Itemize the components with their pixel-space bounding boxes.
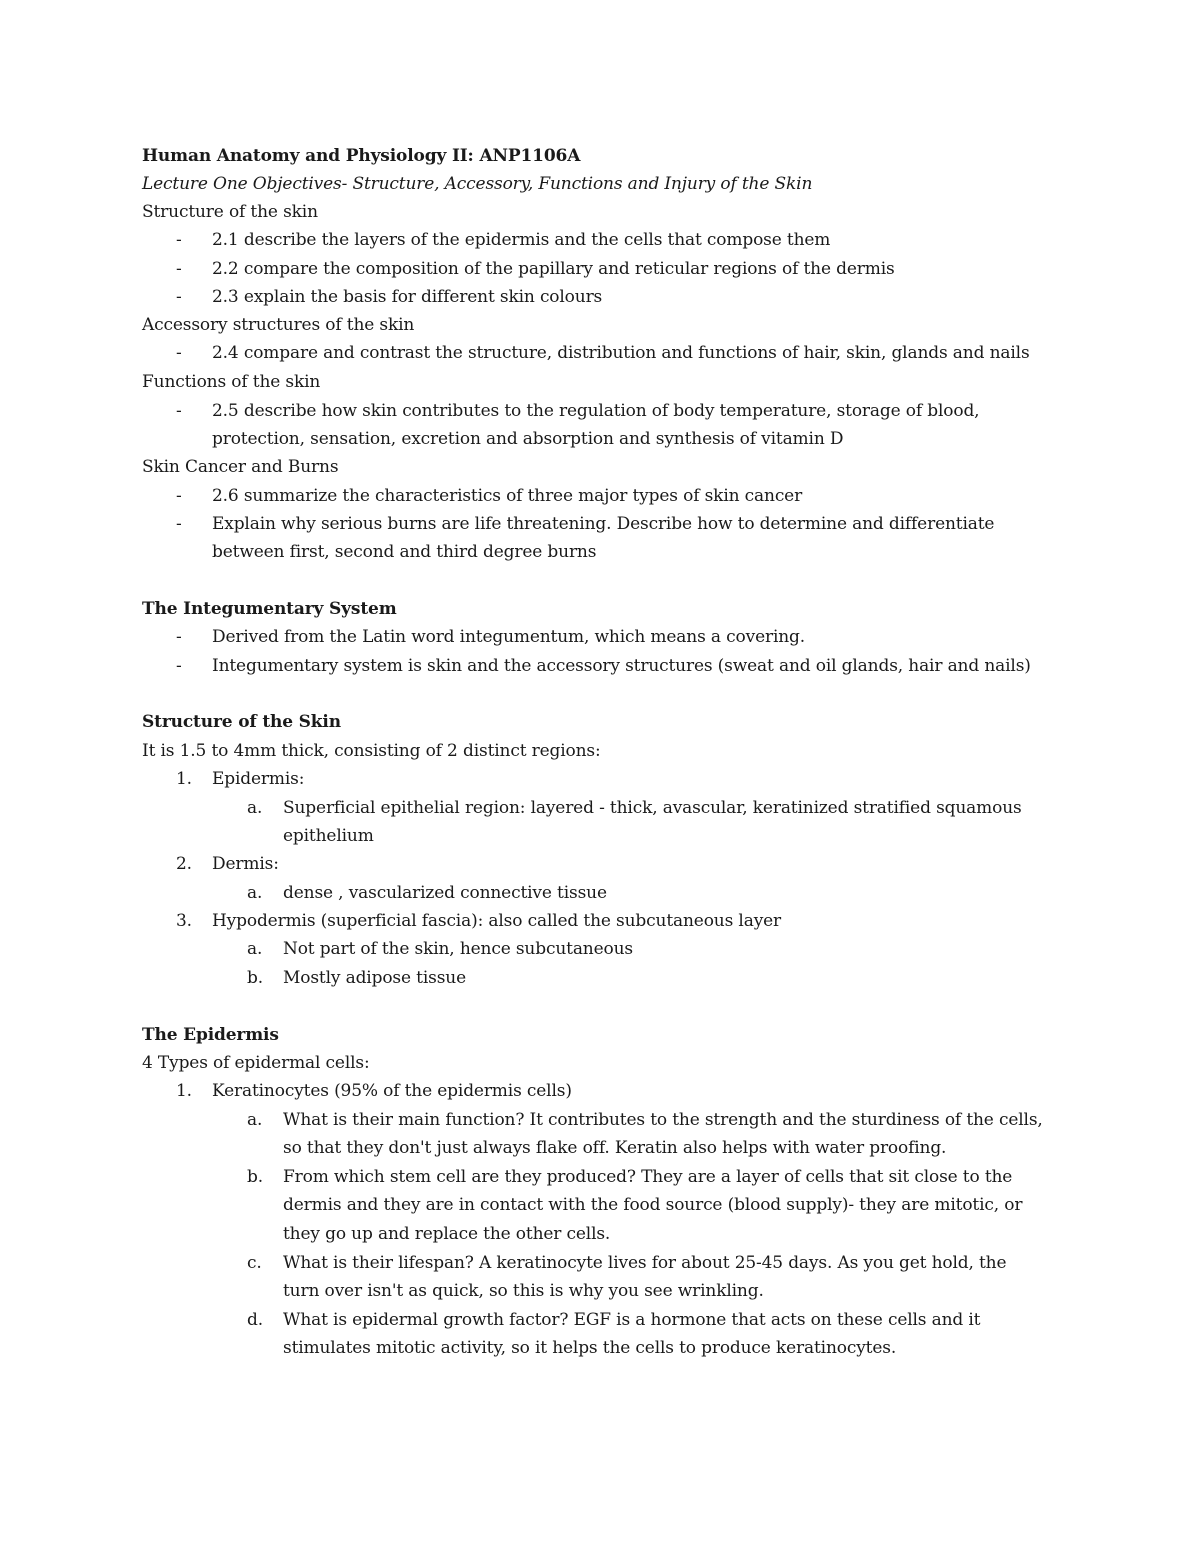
bullet-dash: -	[176, 486, 182, 506]
objective-item: 2.5 describe how skin contributes to the regulation of body temperature, storage of blood,	[212, 401, 980, 421]
objective-item: 2.6 summarize the characteristics of three major types of skin cancer	[212, 486, 803, 506]
list-number: 1.	[176, 769, 192, 789]
bullet-dash: -	[176, 259, 182, 279]
objectives-functions-heading: Functions of the skin	[142, 372, 321, 392]
list-letter: c.	[247, 1253, 262, 1273]
list-subitem-continued: so that they don't just always flake off. Keratin also helps with water proofing.	[283, 1138, 947, 1158]
bullet-dash: -	[176, 343, 182, 363]
objective-item: 2.4 compare and contrast the structure, distribution and functions of hair, skin, glands and nails	[212, 343, 1030, 363]
objective-item: Explain why serious burns are life threatening. Describe how to determine and differentiate	[212, 514, 995, 534]
objectives-structure-heading: Structure of the skin	[142, 202, 318, 222]
list-item-epidermis: Epidermis:	[212, 769, 305, 789]
list-item-keratinocytes: Keratinocytes (95% of the epidermis cells)	[212, 1081, 572, 1101]
document-title: Human Anatomy and Physiology II: ANP1106A	[142, 146, 581, 166]
list-letter: a.	[247, 939, 263, 959]
epidermis-intro: 4 Types of epidermal cells:	[142, 1053, 370, 1073]
list-letter: b.	[247, 968, 263, 988]
bullet-dash: -	[176, 514, 182, 534]
bullet-dash: -	[176, 230, 182, 250]
objective-item: 2.3 explain the basis for different skin colours	[212, 287, 603, 307]
structure-heading: Structure of the Skin	[142, 712, 341, 732]
list-subitem: Superficial epithelial region: layered - thick, avascular, keratinized stratified squamous	[283, 798, 1022, 818]
integumentary-item: Derived from the Latin word integumentum, which means a covering.	[212, 627, 806, 647]
list-subitem: Mostly adipose tissue	[283, 968, 466, 988]
objective-item-continued: protection, sensation, excretion and absorption and synthesis of vitamin D	[212, 429, 844, 449]
objective-item: 2.1 describe the layers of the epidermis and the cells that compose them	[212, 230, 831, 250]
objectives-accessory-heading: Accessory structures of the skin	[142, 315, 415, 335]
objective-item: 2.2 compare the composition of the papillary and reticular regions of the dermis	[212, 259, 895, 279]
list-subitem: Not part of the skin, hence subcutaneous	[283, 939, 633, 959]
structure-intro: It is 1.5 to 4mm thick, consisting of 2 distinct regions:	[142, 741, 601, 761]
list-letter: d.	[247, 1310, 263, 1330]
epidermis-heading: The Epidermis	[142, 1025, 279, 1045]
list-subitem: What is epidermal growth factor? EGF is a hormone that acts on these cells and it	[283, 1310, 981, 1330]
list-subitem-continued: stimulates mitotic activity, so it helps the cells to produce keratinocytes.	[283, 1338, 897, 1358]
list-subitem: What is their lifespan? A keratinocyte lives for about 25-45 days. As you get hold, the	[283, 1253, 1007, 1273]
bullet-dash: -	[176, 656, 182, 676]
list-subitem-continued: they go up and replace the other cells.	[283, 1224, 611, 1244]
integumentary-heading: The Integumentary System	[142, 599, 397, 619]
objectives-cancer-heading: Skin Cancer and Burns	[142, 457, 339, 477]
list-letter: a.	[247, 798, 263, 818]
list-subitem-continued: turn over isn't as quick, so this is why you see wrinkling.	[283, 1281, 764, 1301]
list-number: 3.	[176, 911, 192, 931]
list-number: 1.	[176, 1081, 192, 1101]
bullet-dash: -	[176, 627, 182, 647]
objective-item-continued: between first, second and third degree burns	[212, 542, 597, 562]
document-subtitle: Lecture One Objectives- Structure, Accessory, Functions and Injury of the Skin	[142, 174, 813, 194]
list-subitem: dense , vascularized connective tissue	[283, 883, 607, 903]
list-letter: a.	[247, 883, 263, 903]
list-letter: a.	[247, 1110, 263, 1130]
bullet-dash: -	[176, 401, 182, 421]
list-item-hypodermis: Hypodermis (superficial fascia): also called the subcutaneous layer	[212, 911, 782, 931]
list-number: 2.	[176, 854, 192, 874]
list-subitem-continued: dermis and they are in contact with the food source (blood supply)- they are mitotic, or	[283, 1195, 1023, 1215]
list-subitem: From which stem cell are they produced? They are a layer of cells that sit close to the	[283, 1167, 1013, 1187]
list-subitem: What is their main function? It contributes to the strength and the sturdiness of the cells,	[283, 1110, 1043, 1130]
bullet-dash: -	[176, 287, 182, 307]
list-letter: b.	[247, 1167, 263, 1187]
integumentary-item: Integumentary system is skin and the accessory structures (sweat and oil glands, hair and nails)	[212, 656, 1031, 676]
list-subitem-continued: epithelium	[283, 826, 374, 846]
list-item-dermis: Dermis:	[212, 854, 279, 874]
